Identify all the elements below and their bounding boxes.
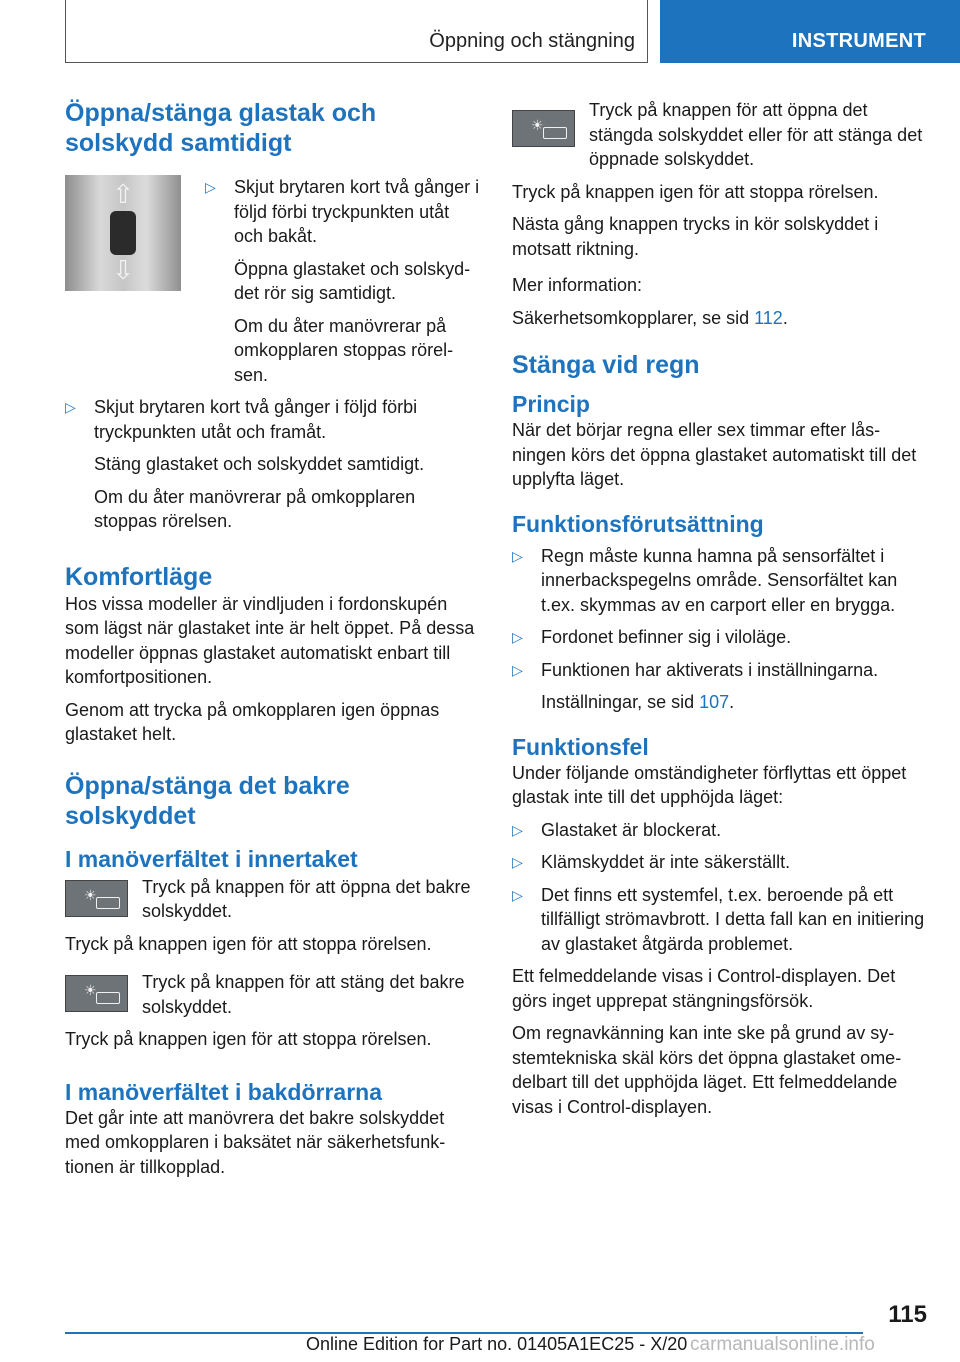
paragraph: Tryck på knappen för att öppna det bakre solskyddet. [142,876,471,921]
sun-glyph-icon: ☀ [531,117,544,133]
page-link-107[interactable]: 107 [699,692,730,712]
switch-knob [110,211,136,255]
list-item [512,544,927,618]
chapter-title: INSTRUMENT [791,30,926,52]
header-section-box [65,0,648,63]
bullet-triangle-icon: ▷ [205,179,216,195]
paragraph: Under följande omständigheter förflyttas ett öppet glastak inte till det upphöjda läget: [512,762,907,807]
heading-malfunction: Funktionsfel [512,733,649,760]
paragraph: Klämskyddet är inte säkerställt. [541,852,791,872]
page-link-112[interactable]: 112 [754,307,783,328]
paragraph: Funktionen har aktiverats i inställningarna. [541,659,879,680]
paragraph: Tryck på knappen igen för att stoppa rörelsen. [65,933,432,954]
paragraph: Tryck på knappen för att öppna det stängda solskyddet eller för att stänga det öppnade solskyddet. [589,100,923,169]
sunshade-button-icon [512,110,575,147]
paragraph [512,690,927,715]
period: . [782,307,788,328]
paragraph: Tryck på knappen för att stäng det bakre solskyddet. [142,972,465,1017]
bullet-triangle-icon: ▷ [512,629,523,645]
paragraph: Om du åter manövrerar på omkopplaren stoppas rörelsen. [94,486,416,531]
arrow-up-icon: ⇧ [112,179,134,209]
edition-text: Online Edition for Part no. 01405A1EC25 - X/20 [306,1334,688,1354]
heading-komfort: Komfortläge [65,562,213,591]
heading-open-close-both: Öppna/stänga glastak och solskydd samtidigt [65,99,377,157]
paragraph: Fordonet befinner sig i viloläge. [541,627,792,647]
list-item [205,175,480,249]
list-item [512,818,927,843]
heading-function-requirement: Funktionsförutsättning [512,510,764,537]
list-item [512,883,927,957]
list-item [512,625,927,650]
paragraph [512,306,927,331]
bullet-triangle-icon: ▷ [512,854,523,870]
paragraph: Mer information: [512,275,643,295]
page-number: 115 [888,1301,927,1328]
paragraph: Tryck på knappen igen för att stoppa rörelsen. [65,1029,432,1049]
arrow-down-icon: ⇩ [112,255,134,285]
list-item [65,395,480,444]
paragraph: Ett felmeddelande visas i Control-displayen. Det görs inget upprepat stängningsförsök. [512,966,896,1011]
paragraph: Skjut brytaren kort två gånger i följd förbi tryckpunkten utåt och framåt. [94,397,418,442]
paragraph: Öppna glastaket och solskyddet rör sig samtidigt. [234,258,471,303]
heading-princip: Princip [512,391,590,417]
bullet-triangle-icon: ▷ [512,547,523,564]
switch-photo [65,175,181,291]
list-item [512,850,927,875]
list-item [512,658,927,683]
bullet-triangle-icon: ▷ [65,399,76,415]
paragraph: Hos vissa modeller är vindljuden i fordonskupén som lägst när glastaket inte är helt öppet. På dessa modeller öppnas glastaket automatiskt enbart till komfortpositionen. [65,593,475,687]
paragraph: Om regnavkänning kan inte ske på grund av systemtekniska skäl körs det öppna glastaket omedelbart till det upphöjda läget. Ett felmeddelande visas i Control-displayen. [512,1023,902,1117]
heading-roof-panel: I manöverfältet i innertaket [65,845,358,872]
rectangle-glyph [96,897,120,909]
rectangle-glyph [543,127,567,139]
bullet-triangle-icon: ▷ [512,821,523,838]
paragraph: Stäng glastaket och solskyddet samtidigt. [94,454,425,474]
paragraph: Om du åter manövrerar på omkopplaren stoppas rörelsen. [234,315,454,385]
paragraph: Tryck på knappen igen för att stoppa rörelsen. [512,181,879,202]
paragraph: Glastaket är blockerat. [541,819,722,840]
heading-rear-doors: I manöverfältet i bakdörrarna [65,1078,382,1105]
paragraph: Skjut brytaren kort två gånger i följd förbi tryckpunkten utåt och bakåt. [234,177,480,246]
section-title: Öppning och stängning [429,30,635,52]
left-column [65,98,480,1187]
paragraph: Det går inte att manövrera det bakre solskyddet med omkopplaren i baksätet när säkerhetsfunktionen är tillkopplad. [65,1107,446,1177]
paragraph: Genom att trycka på omkopplaren igen öppnas glastaket helt. [65,699,440,744]
photo-side-text [205,175,480,395]
sun-glyph-icon: ☀ [84,982,97,998]
heading-rear-sunshade: Öppna/stänga det bakre solskyddet [65,771,350,830]
sunshade-button-icon [65,880,128,917]
bullet-triangle-icon: ▷ [512,661,523,678]
ref-text: Säkerhetsomkopplarer, se sid [512,307,755,328]
period: . [729,692,735,712]
paragraph: Nästa gång knappen trycks in kör solskyddet i motsatt riktning. [512,214,879,259]
sunshade-button-icon [65,975,128,1012]
watermark: carmanualsonline.info [690,1334,875,1355]
paragraph: Regn måste kunna hamna på sensorfältet i innerbackspegelns område. Sensorfältet kan t.ex. skymmas av en carport eller en brygga. [541,545,898,615]
paragraph: Det finns ett systemfel, t.ex. beroende på ett tillfälligt strömavbrott. I detta fall kan en initiering av glastaket åtgärda problemet. [541,884,925,954]
paragraph: När det börjar regna eller sex timmar efter låsningen körs det öppna glastaket automatiskt till det upplyfta läget. [512,420,917,489]
right-column [512,98,927,1127]
chapter-tab [660,0,960,63]
ref-text: Inställningar, se sid [541,692,700,712]
bullet-triangle-icon: ▷ [512,886,523,903]
heading-rain-close: Stänga vid regn [512,351,700,379]
rectangle-glyph [96,992,120,1004]
sun-glyph-icon: ☀ [84,886,97,903]
